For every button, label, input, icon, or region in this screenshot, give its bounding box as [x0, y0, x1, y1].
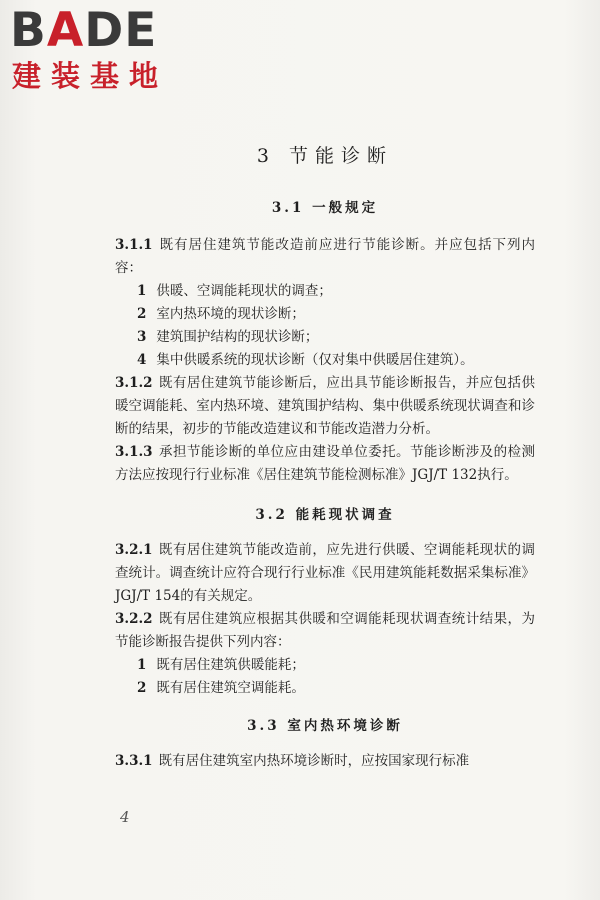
logo-accent-letter: A [46, 3, 85, 58]
section-title-3-2: 3.2 能耗现状调查 [255, 507, 395, 523]
bade-logo [10, 3, 180, 96]
clause-3-2-2: 3.2.2 既有居住建筑应根据其供暖和空调能耗现状调查统计结果，为节能诊断报告提供下列内容： [115, 611, 535, 650]
clause-3-3-1: 3.3.1 既有居住建筑室内热环境诊断时，应按国家现行标准 [115, 753, 470, 769]
section-title-3-1: 3.1 一般规定 [271, 200, 379, 216]
list-item: 3 建筑围护结构的现状诊断； [137, 329, 319, 345]
clause-3-1-1: 3.1.1 既有居住建筑节能改造前应进行节能诊断。并应包括下列内容： [115, 237, 535, 276]
logo-wordmark: BADE [10, 3, 158, 58]
page-number: 4 [120, 808, 130, 826]
clause-3-1-3: 3.1.3 承担节能诊断的单位应由建设单位委托。节能诊断涉及的检测方法应按现行行业标准《居住建筑节能检测标准》JGJ/T 132执行。 [115, 444, 535, 483]
list-item: 2 室内热环境的现状诊断； [137, 306, 305, 322]
list-item: 2 既有居住建筑空调能耗。 [137, 680, 305, 696]
list-item: 4 集中供暖系统的现状诊断（仅对集中供暖居住建筑）。 [137, 352, 474, 368]
logo-chinese-text: 建装基地 [12, 59, 169, 93]
section-title-3-3: 3.3 室内热环境诊断 [247, 718, 403, 734]
clause-3-2-1: 3.2.1 既有居住建筑节能改造前，应先进行供暖、空调能耗现状的调查统计。调查统计应符合现行行业标准《民用建筑能耗数据采集标准》JGJ/T 154的有关规定。 [115, 542, 535, 604]
clause-3-1-2: 3.1.2 既有居住建筑节能诊断后，应出具节能诊断报告，并应包括供暖空调能耗、室内热环境、建筑围护结构、集中供暖系统现状调查和诊断的结果，初步的节能改造建议和节能改造潜力分析。 [115, 375, 535, 437]
list-item: 1 供暖、空调能耗现状的调查； [137, 283, 332, 299]
chapter-title: 3 节能诊断 [256, 145, 394, 167]
list-item: 1 既有居住建筑供暖能耗； [137, 657, 305, 673]
document-body [115, 140, 535, 773]
